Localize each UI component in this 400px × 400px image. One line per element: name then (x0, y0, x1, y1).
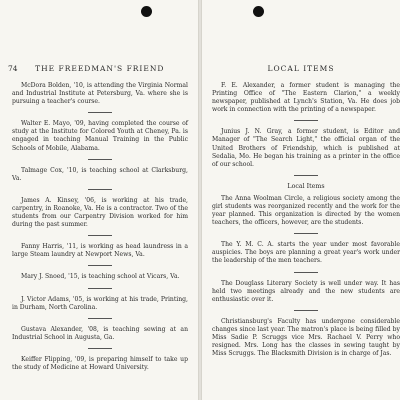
news-item: Keiffer Flipping, '09, is preparing himself to take up the study of Medicine at Howard University. (12, 355, 188, 371)
right-column (212, 82, 400, 358)
separator-rule (294, 120, 318, 121)
page-number: 74 (8, 64, 18, 73)
right-page-title: LOCAL ITEMS (267, 64, 335, 73)
news-item: Walter E. Mayo, '09, having completed the course of study at the Institute for Colored Youth at Cheney, Pa. is engaged in teaching Manual Training in the Public Schools of Mobile, Alabama. (12, 120, 188, 152)
news-item: J. Victor Adams, '05, is working at his trade, Printing, in Durham, North Carolina. (12, 295, 188, 311)
separator-rule (88, 348, 112, 349)
separator-rule (88, 112, 112, 113)
news-item: Gustava Alexander, '08, is teaching sewing at an Industrial School in Augusta, Ga. (12, 325, 188, 341)
separator-rule (88, 189, 112, 190)
separator-rule (294, 233, 318, 234)
separator-rule (88, 235, 112, 236)
separator-rule (88, 159, 112, 160)
news-item: Christiansburg's Faculty has undergone considerable changes since last year. The matron's place is being filled by Miss Sadie P. Scruggs vice Mrs. Rachael V. Perry who resigned. Mrs. Long has the classes in sewing taught by Miss Scruggs. The Blacksmith Division is in charge of Jas. (212, 317, 400, 358)
separator-rule (88, 265, 112, 266)
running-title: THE FREEDMAN'S FRIEND (35, 64, 165, 73)
news-item: Junius J. N. Gray, a former student, is Editor and Manager of "The Search Light," the official organ of the United Brothers of Friendship, which is published at Sedalia, Mo. He began his training as a printer in the office of our school. (212, 128, 400, 168)
right-page (202, 0, 400, 400)
news-item: James A. Kinsey, '06, is working at his trade, carpentry, in Roanoke, Va. He is a contractor. Two of the students from our Carpentry Division worked for him during the past summer. (12, 196, 188, 229)
news-item: McDora Bolden, '10, is attending the Virginia Normal and Industrial Institute at Petersburg, Va. where she is pursuing a teacher's course. (12, 82, 188, 106)
separator-rule (88, 318, 112, 319)
punch-hole (253, 6, 264, 17)
left-column (12, 82, 188, 372)
separator-rule (294, 310, 318, 311)
separator-rule (294, 175, 318, 176)
news-item: The Y. M. C. A. starts the year under most favorable auspicies. The boys are planning a great year's work under the leadership of the men teachers. (212, 241, 400, 265)
news-item: Mary J. Snoed, '15, is teaching school at Vicars, Va. (21, 273, 180, 281)
news-item: F. E. Alexander, a former student is managing the Printing Office of "The Eastern Clarion," a weekly newspaper, published at Lynch's Station, Va. He does job work in connection with the printing of a newspaper. (212, 82, 400, 114)
separator-rule (294, 272, 318, 273)
news-item: Fanny Harris, '11, is working as head laundress in a large Steam laundry at Newport News, Va. (12, 243, 188, 259)
left-page-header (8, 64, 190, 73)
punch-hole (141, 6, 152, 17)
section-subheading: Local Items (287, 182, 325, 190)
news-item: The Douglass Literary Society is well under way. It has held two meetings already and the new students are enthusiastic over it. (212, 279, 400, 303)
news-item: Talmage Cox, '10, is teaching school at Clarksburg, Va. (12, 166, 188, 182)
left-page (0, 0, 198, 400)
separator-rule (88, 288, 112, 289)
news-item: The Anna Woolman Circle, a religious society among the girl students was reorganized recently and the work for the year planned. This organization is directed by the women teachers, the officers, however, are the students. (212, 194, 400, 227)
